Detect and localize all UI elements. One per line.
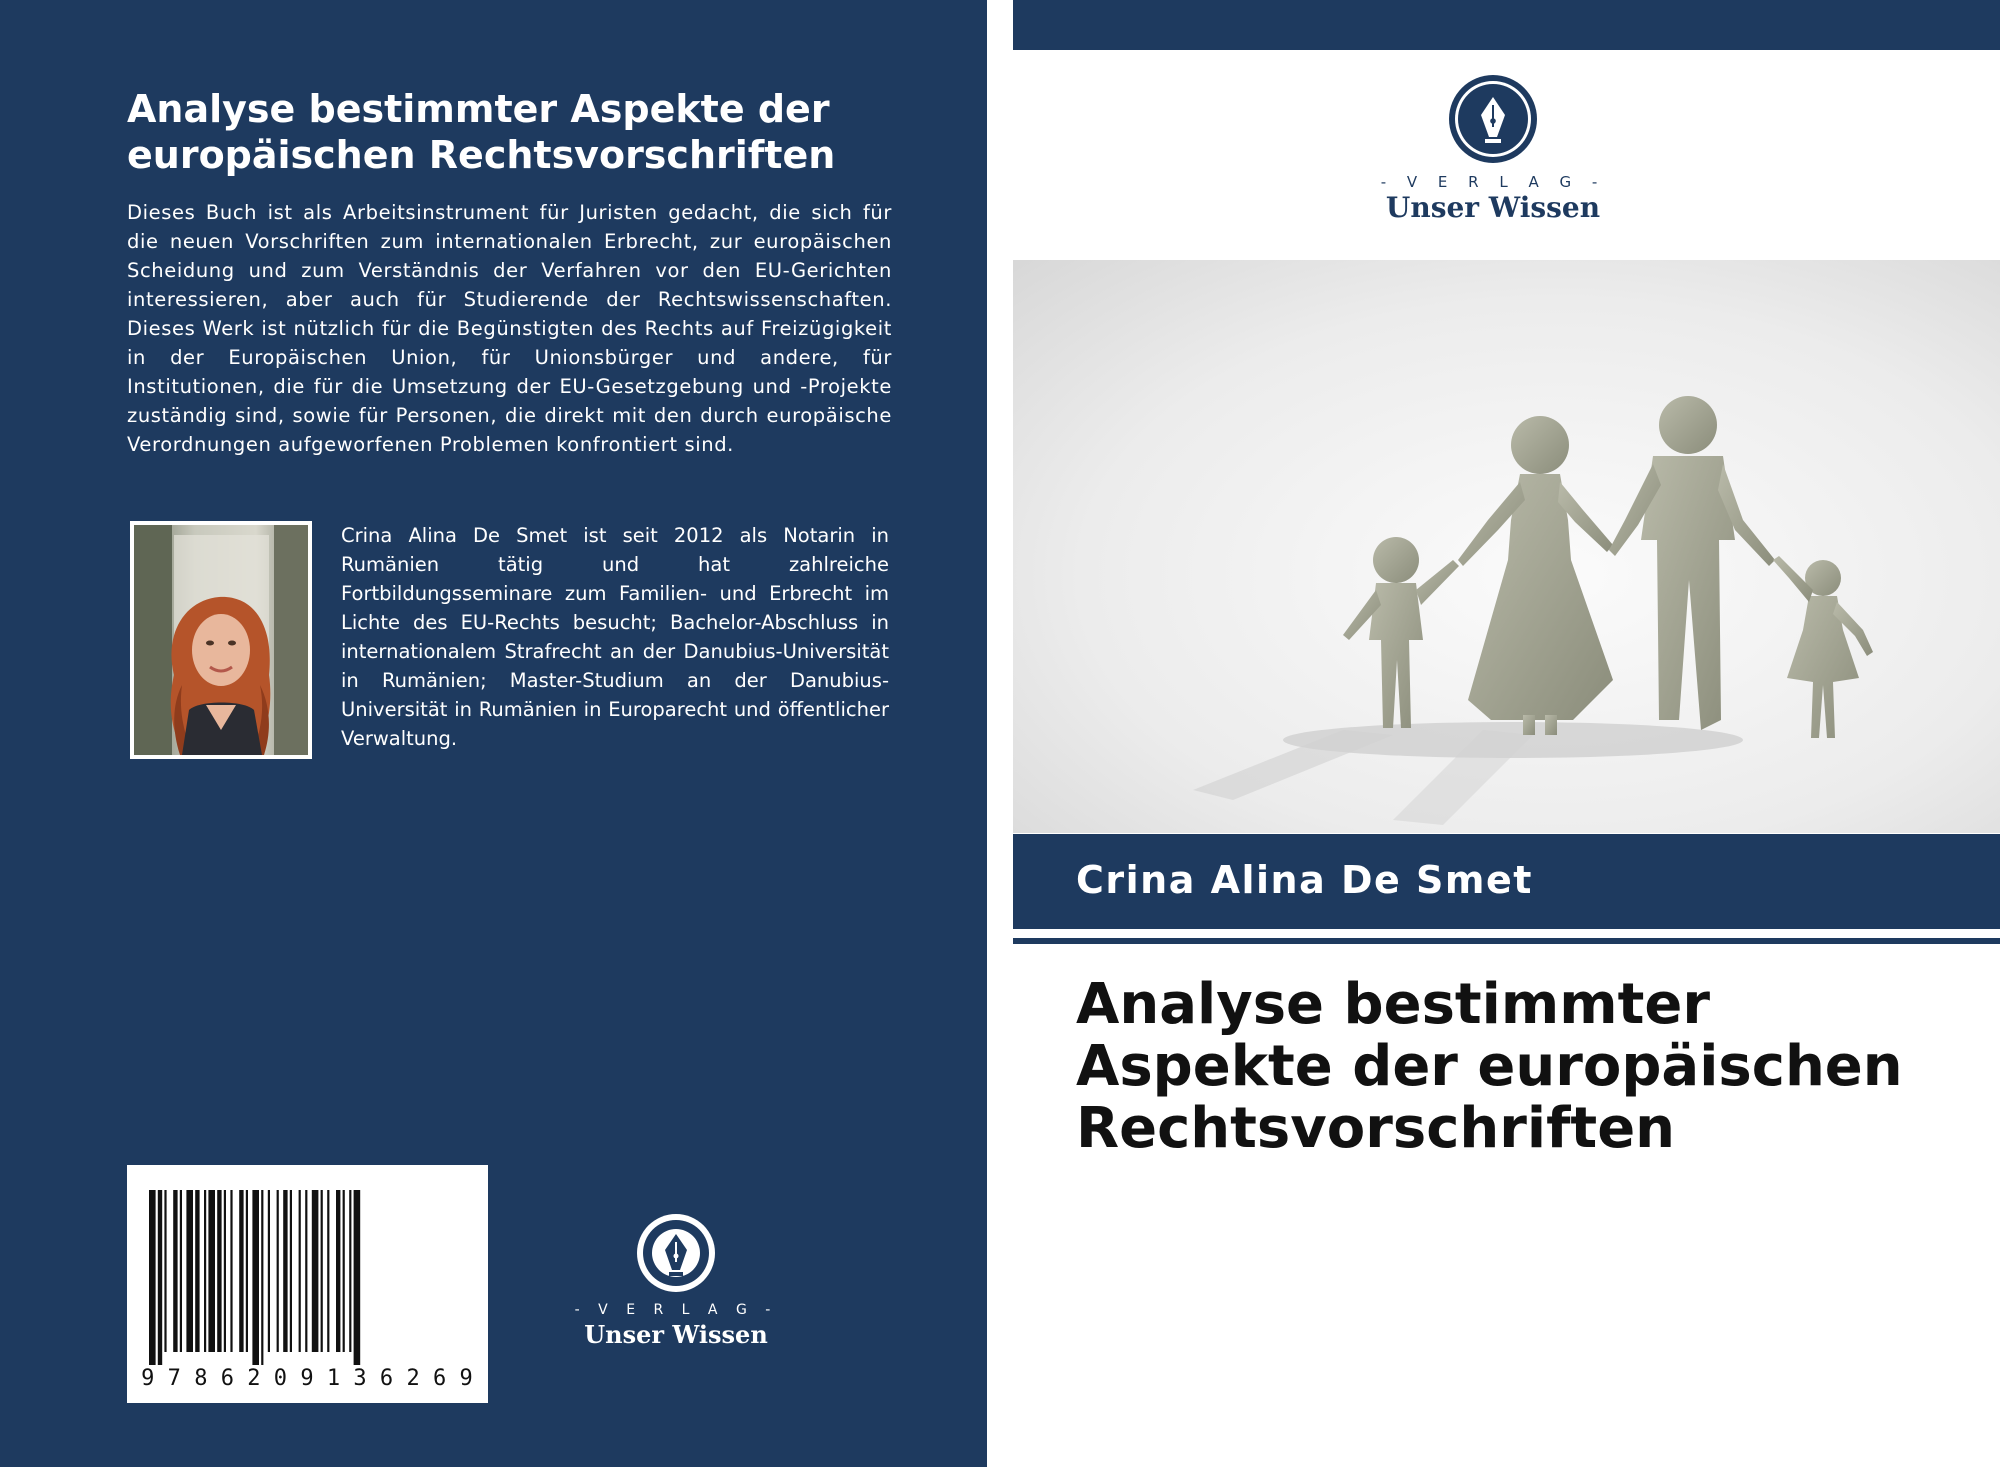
isbn-barcode: [127, 1165, 488, 1403]
barcode-digit: 8: [194, 1366, 209, 1391]
barcode-bar: [290, 1190, 292, 1352]
barcode-digit: 1: [326, 1366, 342, 1391]
barcode-bar: [204, 1190, 206, 1352]
barcode-bar: [343, 1190, 345, 1352]
front-top-bar: [1013, 0, 2000, 50]
barcode-digit: 9: [141, 1366, 156, 1391]
publisher-name: Unser Wissen: [584, 1320, 768, 1349]
paper-family-illustration: [1013, 260, 2000, 833]
barcode-digit: 9: [300, 1366, 315, 1391]
publisher-logo-front: [1343, 73, 1643, 224]
author-biography: Crina Alina De Smet ist seit 2012 als Notarin in Rumänien tätig und hat zahlreiche Fortbildungsseminare zum Familien- und Erbrecht im Lichte des EU-Rechts besucht; Bachelor-Abschluss in internationalem Strafrecht an der Danubius-Universität in Rumänien; Master-Studium an der Danubius-Universität in Rumänien in Europarecht und öffentlicher Verwaltung.: [341, 524, 889, 750]
barcode-bar: [186, 1190, 193, 1352]
barcode-bar: [149, 1190, 156, 1365]
barcode-bar: [173, 1190, 177, 1352]
barcode-bar: [252, 1190, 259, 1365]
barcode-bar: [230, 1190, 232, 1352]
barcode-digit: 6: [379, 1366, 395, 1391]
barcode-digit: 7: [167, 1366, 182, 1391]
barcode-bar: [283, 1190, 287, 1352]
barcode-digit: 3: [353, 1366, 368, 1391]
fountain-pen-nib-icon: [635, 1212, 717, 1294]
back-cover: [0, 0, 987, 1467]
divider-line: [1013, 938, 2000, 944]
barcode-digit: 6: [432, 1366, 448, 1391]
spine-gap: [987, 0, 1013, 1467]
fountain-pen-nib-icon: [1447, 73, 1539, 165]
barcode-bar: [312, 1190, 319, 1352]
author-portrait: [130, 521, 312, 759]
barcode-digit: 0: [273, 1366, 289, 1391]
barcode-bar: [195, 1190, 199, 1352]
front-cover: [1013, 0, 2000, 1467]
publisher-verlag-label: - V E R L A G -: [1380, 173, 1606, 191]
author-portrait-image: [134, 525, 308, 755]
barcode-bar: [261, 1190, 263, 1365]
back-cover-title: Analyse bestimmter Aspekte der europäischen Rechtsvorschriften: [127, 87, 836, 177]
author-banner: [1013, 834, 2000, 929]
barcode-bar: [217, 1190, 221, 1352]
barcode-bar: [180, 1190, 182, 1352]
barcode-bar: [354, 1190, 361, 1365]
barcode-bar: [321, 1190, 323, 1352]
barcode-bar: [208, 1190, 215, 1352]
barcode-bar: [305, 1190, 307, 1352]
barcode-digit: 2: [406, 1366, 421, 1391]
barcode-bar: [224, 1190, 226, 1352]
publisher-verlag-label: - V E R L A G -: [574, 1302, 778, 1318]
barcode-digit: 9: [459, 1366, 474, 1391]
barcode-bar: [299, 1190, 301, 1352]
barcode-digits: [135, 1366, 480, 1391]
barcode-digit: 6: [220, 1366, 235, 1391]
barcode-bar: [349, 1190, 351, 1352]
barcode-bar: [327, 1190, 329, 1352]
publisher-name: Unser Wissen: [1385, 191, 1601, 224]
front-cover-title: Analyse bestimmter Aspekte der europäischen Rechtsvorschriften: [1076, 972, 1903, 1161]
barcode-digit: 2: [247, 1366, 262, 1391]
barcode-bar: [277, 1190, 279, 1352]
author-name: Crina Alina De Smet: [1076, 858, 1533, 902]
barcode-bar: [336, 1190, 340, 1352]
barcode-bar: [158, 1190, 162, 1365]
back-cover-blurb: Dieses Buch ist als Arbeitsinstrument für Juristen gedacht, die sich für die neuen Vorschriften zum internationalen Erbrecht, zur europäischen Scheidung und zum Verständnis der Verfahren vor den EU-Gerichten interessieren, aber auch für Studierende der Rechtswissenschaften. Dieses Werk ist nützlich für die Begünstigten des Rechts auf Freizügigkeit in der Europäischen Union, für Unionsbürger und andere, für Institutionen, die für die Umsetzung der EU-Gesetzgebung und -Projekte zuständig sind, sowie für Personen, die direkt mit den durch europäische Verordnungen aufgeworfenen Problemen konfrontiert sind.: [127, 201, 892, 456]
publisher-logo-back: [566, 1212, 786, 1349]
barcode-bar: [268, 1190, 270, 1352]
barcode-bar: [164, 1190, 166, 1352]
barcode-bar: [246, 1190, 248, 1352]
barcode-bar: [239, 1190, 243, 1352]
